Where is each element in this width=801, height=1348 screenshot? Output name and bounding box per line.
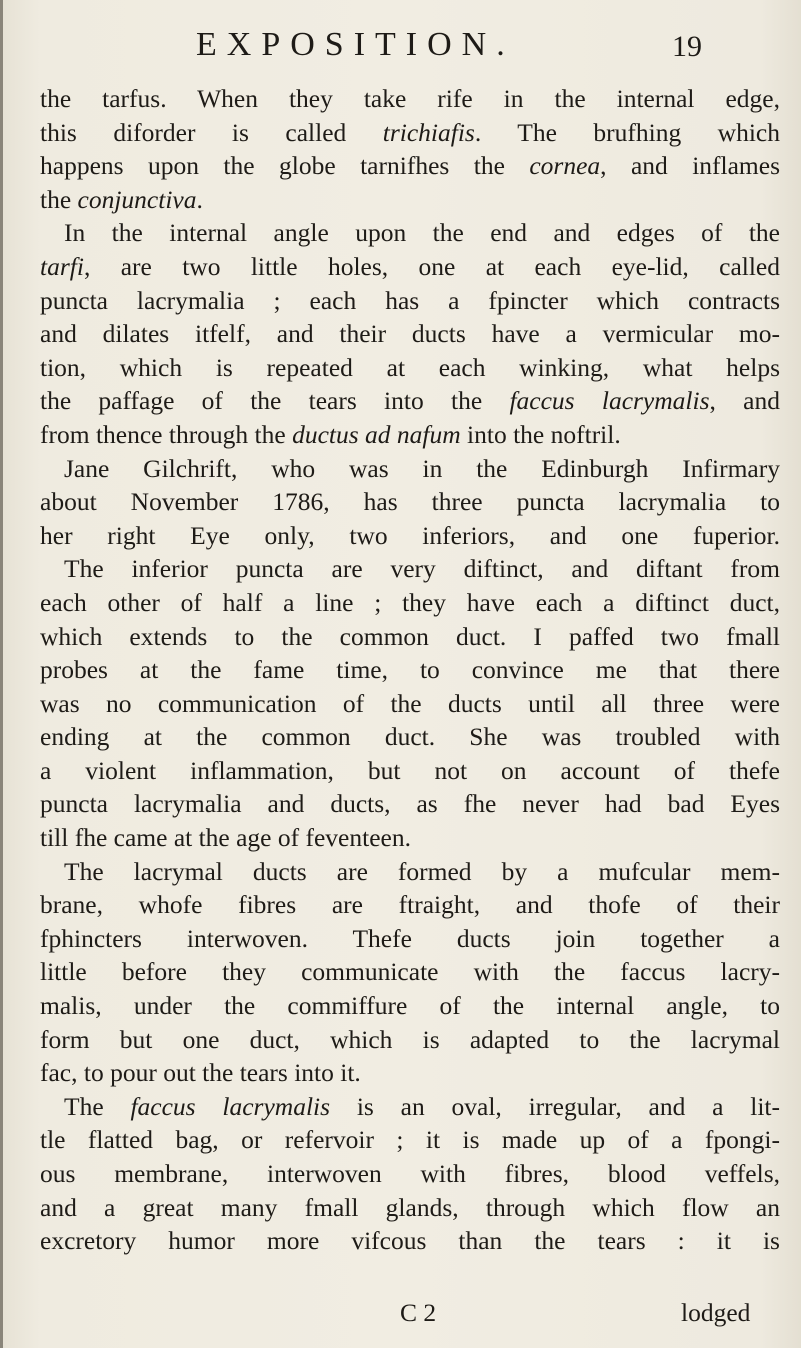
text-line — [40, 586, 780, 620]
line-text: the — [40, 184, 78, 214]
line-text: The lacrymal ducts are formed by a mufcular mem- — [64, 856, 780, 886]
line-text: , are two little holes, one at each eye-lid, called — [83, 251, 780, 281]
text-line — [40, 452, 780, 486]
line-text: form but one duct, which is adapted to the lacrymal — [40, 1024, 780, 1054]
text-line — [40, 888, 780, 922]
line-text: The inferior puncta are very diftinct, and diftant from — [64, 554, 780, 584]
italic-term: faccus lacrymalis — [130, 1091, 331, 1121]
text-line — [40, 485, 780, 519]
line-text: was no communication of the ducts until all three were — [40, 688, 780, 718]
italic-term: trichiafis — [382, 117, 475, 147]
text-line — [40, 754, 780, 788]
text-line — [40, 1123, 780, 1157]
text-line — [40, 1090, 780, 1124]
line-text: malis, under the commiffure of the internal angle, to — [40, 991, 780, 1021]
line-text: each other of half a line ; they have each a diftinct duct, — [40, 587, 780, 617]
line-text: puncta lacrymalia ; each has a fpincter which contracts — [40, 285, 780, 315]
line-text: tion, which is repeated at each winking, what helps — [40, 352, 780, 382]
line-text: little before they communicate with the faccus lacry- — [40, 957, 780, 987]
page-number: 19 — [672, 30, 702, 63]
text-line — [40, 1023, 780, 1057]
text-line — [40, 1056, 780, 1090]
text-line — [40, 1224, 780, 1258]
line-text: excretory humor more vifcous than the tears : it is — [40, 1226, 780, 1256]
text-line — [40, 955, 780, 989]
text-line — [40, 1157, 780, 1191]
line-text: which extends to the common duct. I paffed two fmall — [40, 621, 780, 651]
line-text: this diforder is called — [40, 117, 383, 147]
text-line — [40, 720, 780, 754]
signature-mark: C 2 — [400, 1298, 437, 1327]
line-text: , and — [709, 386, 780, 416]
line-text: the tarfus. When they take rife in the internal edge, — [40, 84, 780, 113]
line-text: brane, whofe fibres are ftraight, and thofe of their — [40, 890, 780, 920]
line-text: a violent inflammation, but not on account of thefe — [40, 755, 780, 785]
italic-term: tarfi — [40, 251, 84, 281]
text-line — [40, 284, 780, 318]
text-line — [40, 922, 780, 956]
text-line — [40, 82, 780, 116]
italic-term: cornea — [529, 151, 601, 181]
line-text: probes at the fame time, to convince me that there — [40, 655, 780, 685]
line-text: tle flatted bag, or refervoir ; it is made up of a fpongi- — [40, 1125, 780, 1155]
text-line — [40, 519, 780, 553]
line-text: the paffage of the tears into the — [40, 386, 510, 416]
text-line — [40, 384, 780, 418]
page-edge — [0, 0, 3, 1348]
line-text: about November 1786, has three puncta lacrymalia to — [40, 487, 780, 517]
page-footer — [0, 1298, 801, 1334]
line-text: and dilates itfelf, and their ducts have a vermicular mo- — [40, 319, 780, 349]
text-line — [40, 418, 780, 452]
line-text: . The brufhing which — [474, 117, 780, 147]
text-line — [40, 317, 780, 351]
text-line — [40, 653, 780, 687]
text-line — [40, 216, 780, 250]
line-text: ous membrane, interwoven with fibres, blood veffels, — [40, 1159, 780, 1188]
line-text: happens upon the globe tarnifhes the — [40, 151, 530, 181]
line-text: , and inflames — [600, 151, 781, 181]
line-text: into the noftril. — [460, 419, 621, 449]
text-line — [40, 183, 780, 217]
text-line — [40, 855, 780, 889]
line-text: puncta lacrymalia and ducts, as fhe never had bad Eyes — [40, 789, 780, 819]
text-line — [40, 552, 780, 586]
line-text: The — [64, 1091, 131, 1121]
line-text: fphincters interwoven. Thefe ducts join together a — [40, 923, 780, 953]
page-header — [0, 22, 801, 62]
line-text: from thence through the — [40, 419, 293, 449]
body-text — [40, 82, 780, 1258]
running-head: EXPOSITION. — [196, 26, 515, 63]
italic-term: conjunctiva — [77, 184, 197, 214]
text-line — [40, 821, 780, 855]
text-line — [40, 351, 780, 385]
line-text: and a great many fmall glands, through which flow an — [40, 1192, 780, 1222]
text-line — [40, 989, 780, 1023]
text-line — [40, 1191, 780, 1225]
text-line — [40, 687, 780, 721]
text-line — [40, 250, 780, 284]
line-text: fac, to pour out the tears into it. — [40, 1058, 361, 1088]
line-text: Jane Gilchrift, who was in the Edinburgh Infirmary — [64, 453, 780, 483]
line-text: ending at the common duct. She was troubled with — [40, 722, 780, 752]
line-text: is an oval, irregular, and a lit- — [330, 1091, 780, 1121]
text-line — [40, 787, 780, 821]
line-text: In the internal angle upon the end and edges of the — [64, 218, 780, 248]
line-text: her right Eye only, two inferiors, and one fuperior. — [40, 520, 780, 550]
text-line — [40, 620, 780, 654]
text-line — [40, 149, 780, 183]
italic-term: faccus lacrymalis — [509, 386, 710, 416]
line-text: till fhe came at the age of feventeen. — [40, 823, 411, 853]
italic-term: ductus ad nafum — [292, 419, 461, 449]
catchword: lodged — [681, 1298, 751, 1327]
line-text: . — [196, 184, 203, 214]
text-line — [40, 116, 780, 150]
